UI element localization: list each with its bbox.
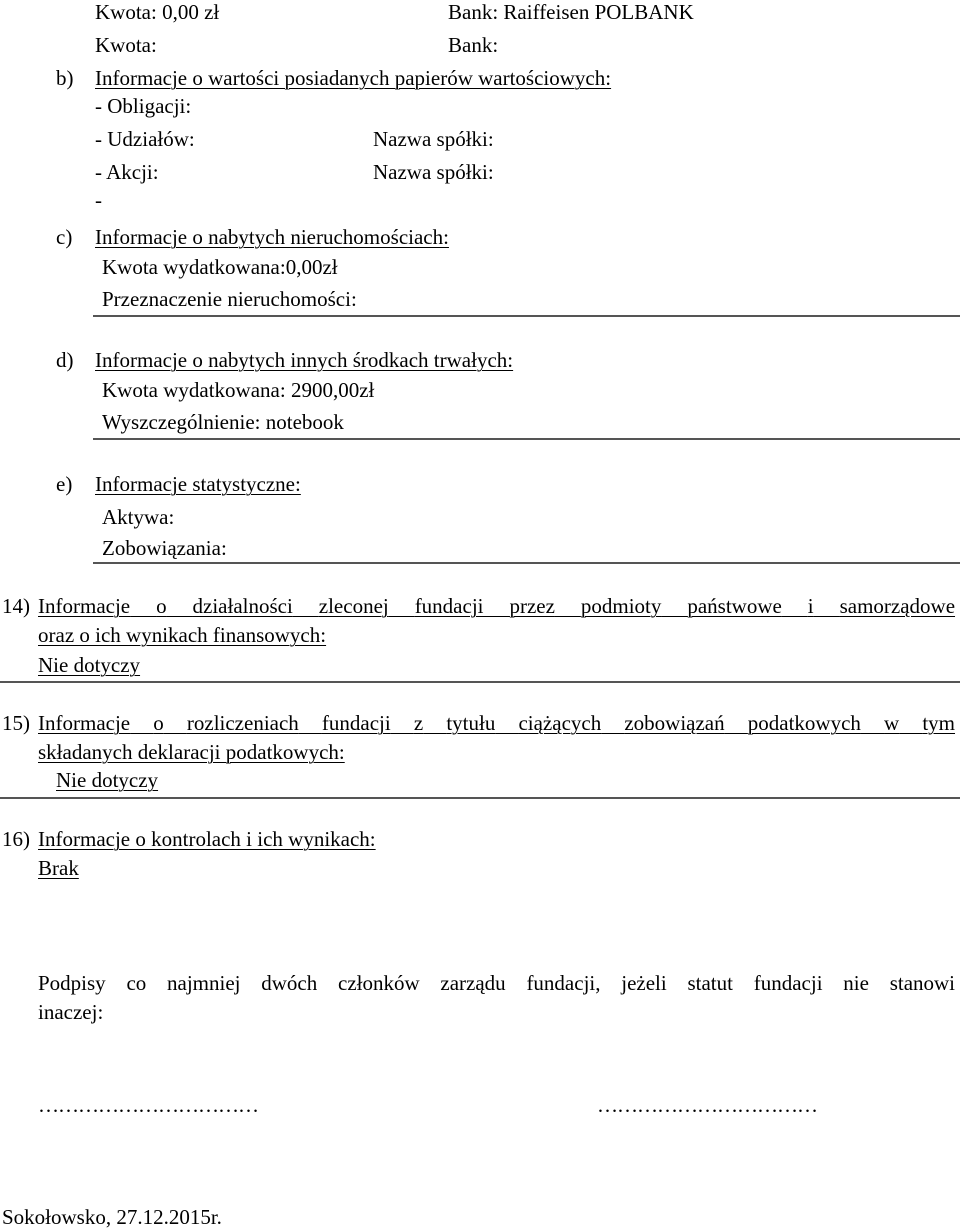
akcje-label: - Akcji:: [95, 160, 159, 184]
udzialy-label: - Udziałów:: [95, 127, 195, 151]
section-b-title: Informacje o wartości posiadanych papierów wartościowych:: [95, 66, 612, 90]
signatures-line1: Podpisy co najmniej dwóch członków zarządu fundacji, jeżeli statut fundacji nie stanowi: [38, 971, 956, 995]
section-d-marker: d): [56, 348, 74, 372]
item-16-number: 16): [2, 827, 30, 851]
item-16-answer: Brak: [38, 856, 79, 880]
section-e-zobowiazania: Zobowiązania:: [102, 536, 227, 560]
item-14-answer: Nie dotyczy: [38, 653, 141, 677]
section-e-marker: e): [56, 472, 73, 496]
signature-dots-right: ……………………………: [597, 1093, 817, 1117]
item-14-line1: Informacje o działalności zleconej fundacji przez podmioty państwowe i samorządowe: [38, 594, 956, 618]
section-e-aktywa: Aktywa:: [102, 505, 175, 529]
section-d-title: Informacje o nabytych innych środkach trwałych:: [95, 348, 514, 372]
bank-1: Bank: Raiffeisen POLBANK: [448, 0, 694, 24]
section-c-kwota: Kwota wydatkowana:0,00zł: [102, 255, 338, 279]
item-15-line2: składanych deklaracji podatkowych:: [38, 740, 345, 764]
akcje-company-label: Nazwa spółki:: [373, 160, 494, 184]
bank-2: Bank:: [448, 33, 499, 57]
section-d-rule: [93, 438, 960, 440]
item-14-line2: oraz o ich wynikach finansowych:: [38, 623, 327, 647]
section-c-przeznaczenie: Przeznaczenie nieruchomości:: [102, 287, 357, 311]
item-14-number: 14): [2, 594, 30, 618]
section-d-kwota: Kwota wydatkowana: 2900,00zł: [102, 378, 375, 402]
place-date: Sokołowsko, 27.12.2015r.: [2, 1205, 222, 1229]
section-c-marker: c): [56, 225, 73, 249]
obligacje-label: - Obligacji:: [95, 94, 192, 118]
item-15-answer: Nie dotyczy: [56, 768, 159, 792]
item-15-line1: Informacje o rozliczeniach fundacji z tytułu ciążących zobowiązań podatkowych w tym: [38, 711, 956, 735]
item-14-rule: [0, 681, 960, 683]
section-c-title: Informacje o nabytych nieruchomościach:: [95, 225, 449, 249]
section-e-title: Informacje statystyczne:: [95, 472, 301, 496]
item-16-title: Informacje o kontrolach i ich wynikach:: [38, 827, 376, 851]
kwota-2: Kwota:: [95, 33, 157, 57]
section-c-rule: [93, 315, 960, 317]
dash-line: -: [95, 188, 102, 212]
signature-dots-left: ……………………………: [38, 1093, 258, 1117]
section-e-rule: [93, 562, 960, 564]
udzialy-company-label: Nazwa spółki:: [373, 127, 494, 151]
signatures-line2: inaczej:: [38, 1000, 104, 1024]
section-b-marker: b): [56, 66, 74, 90]
item-15-number: 15): [2, 711, 30, 735]
item-15-rule: [0, 797, 960, 799]
section-d-wyszczegolnienie: Wyszczególnienie: notebook: [102, 410, 344, 434]
kwota-1: Kwota: 0,00 zł: [95, 0, 220, 24]
